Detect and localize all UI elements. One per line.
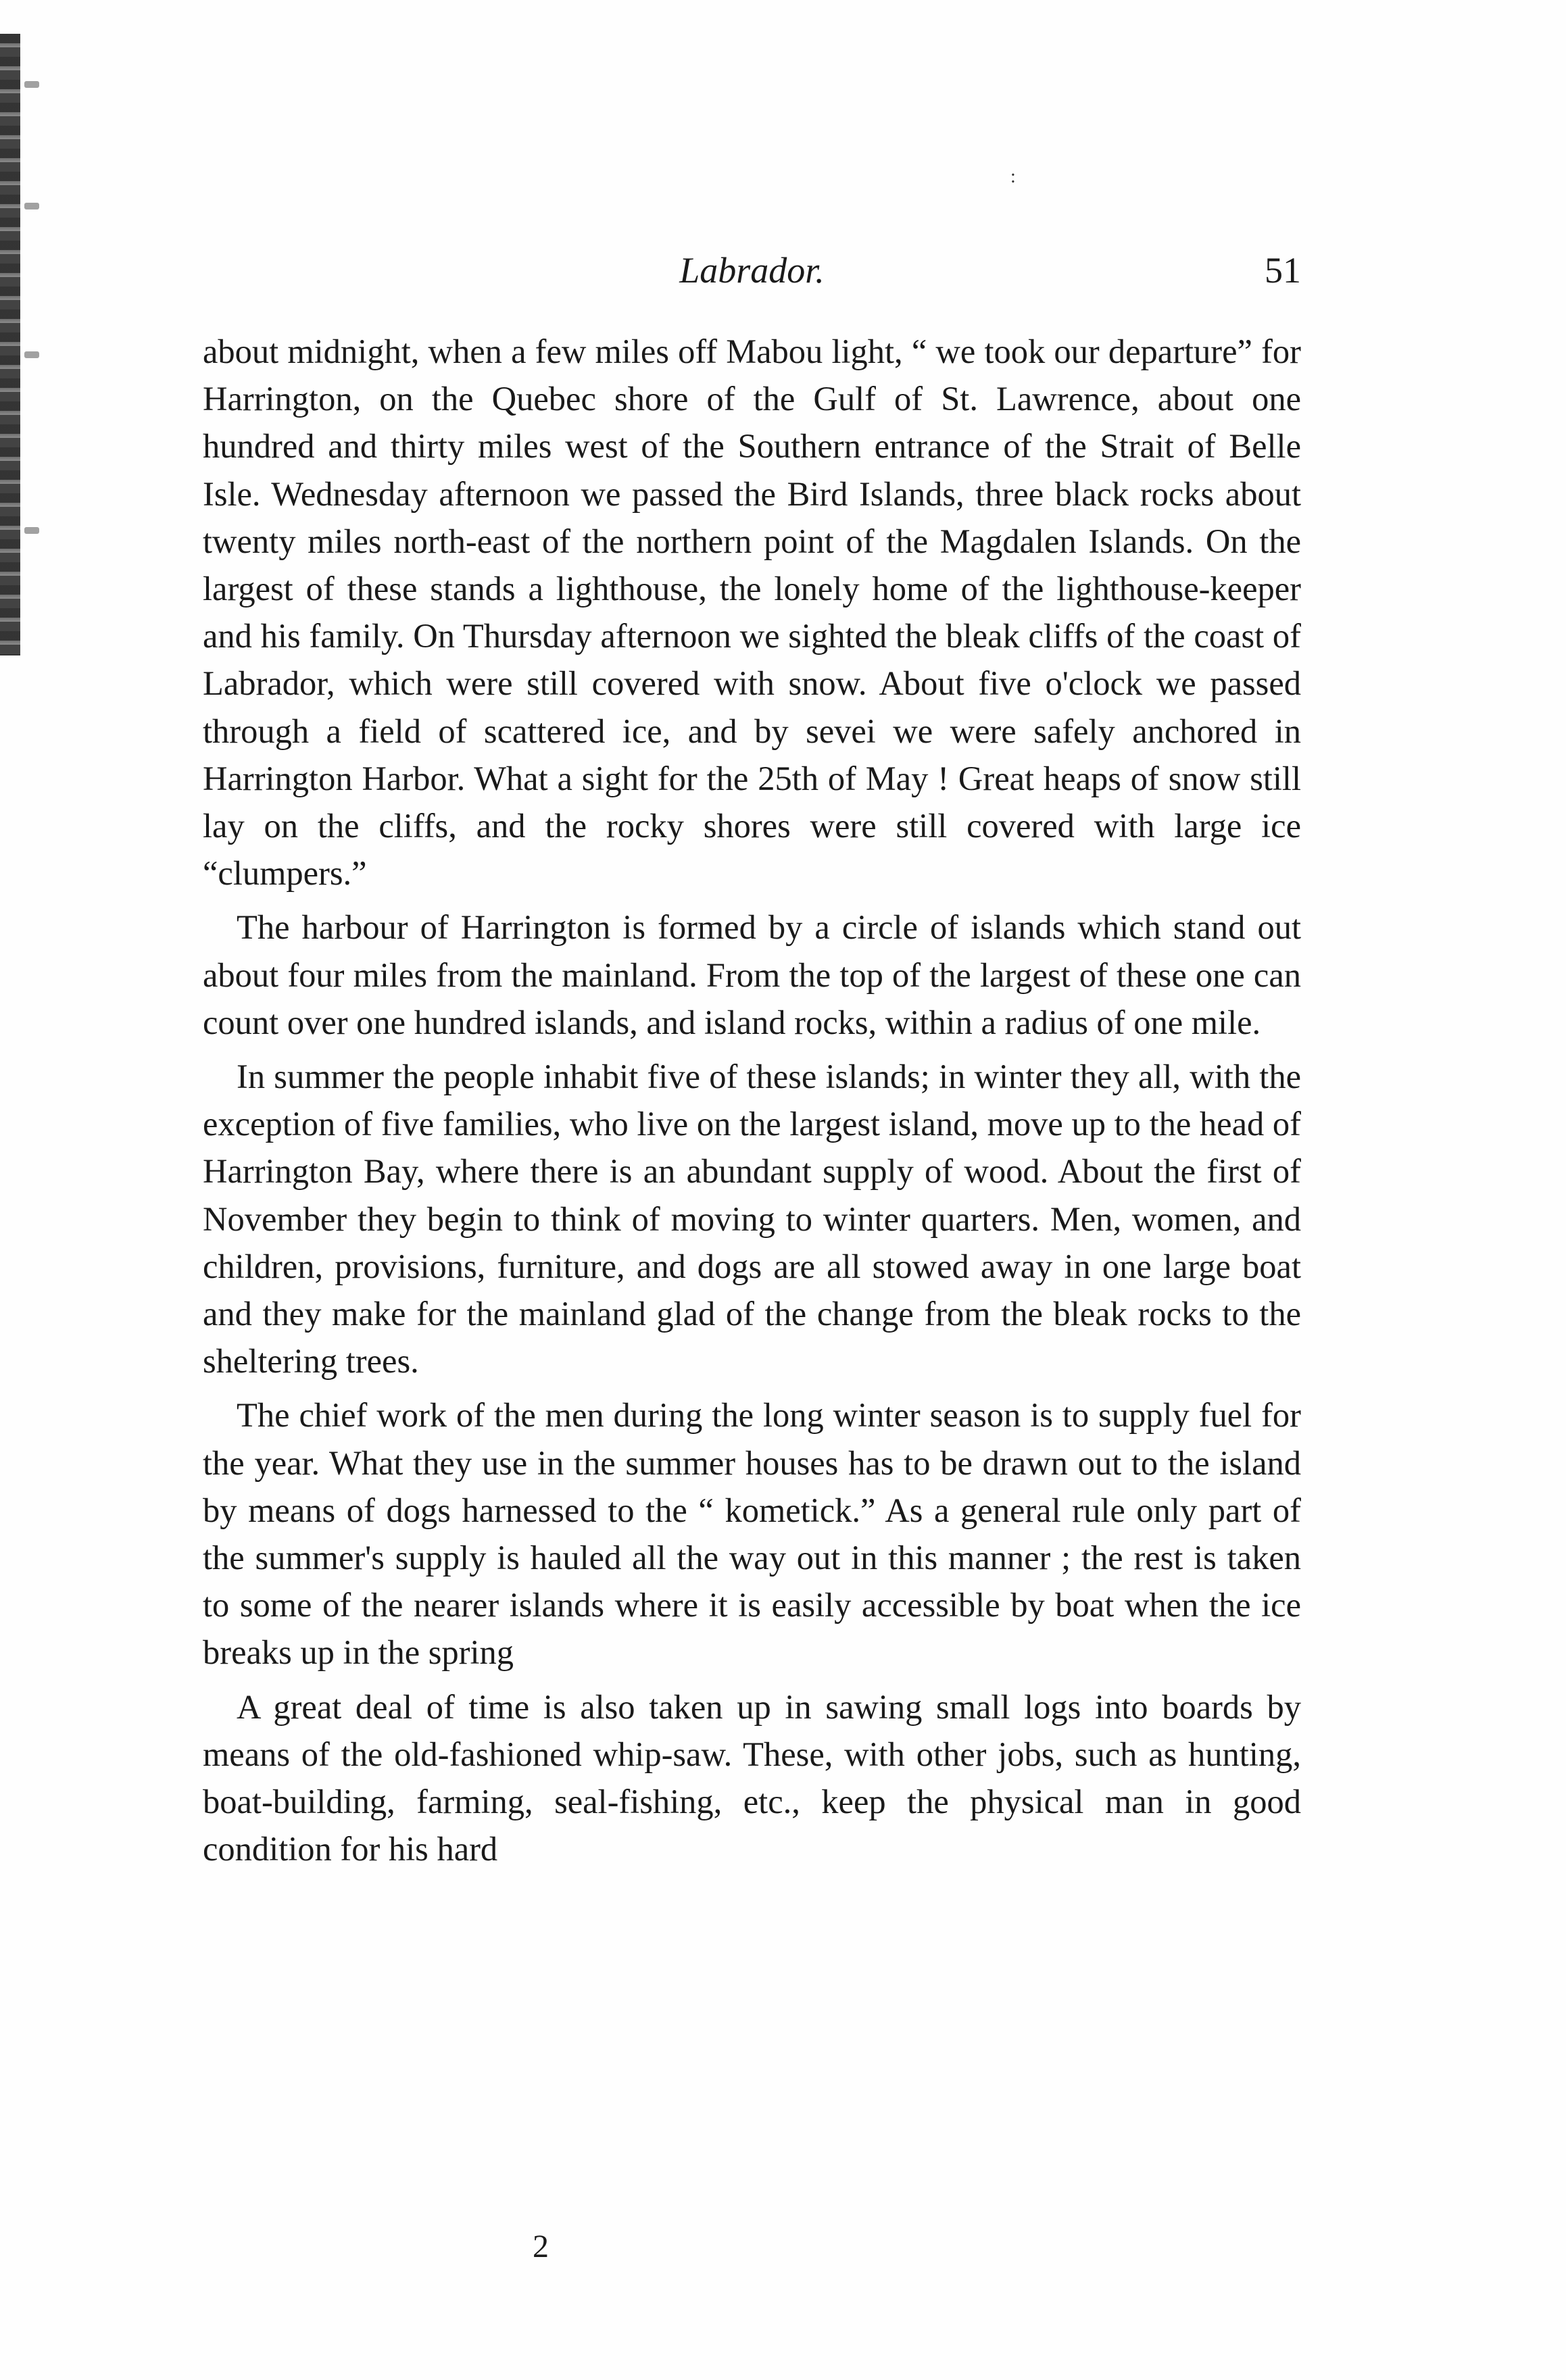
paragraph-whip-saw: A great deal of time is also taken up in sawing small logs into boards by means of the old-fashioned whip-saw. These, with other jobs, such as hunting, boat-building, farming, seal-fishing, etc., keep the physical man in good condition for his hard <box>203 1687 1301 1868</box>
running-title: Labrador. <box>679 250 825 291</box>
binding-edge-shadow <box>0 34 20 655</box>
paragraph-harbour: The harbour of Harrington is formed by a circle of islands which stand out about four miles from the mainland. From the top of the largest of these one can count over one hundred islands, and island rocks, within a radius of one mile. <box>203 908 1301 1041</box>
paragraph-continued: about midnight, when a few miles off Mabou light, “ we took our departure” for Harrington, on the Quebec shore of the Gulf of St. Lawrence, about one hundred and thirty miles west of the Southern entrance of the Strait of Belle Isle. Wednesday afternoon we passed the Bird Islands, three black rocks about twenty miles north-east of the northern point of the Magdalen Islands. On the largest of these stands a lighthouse, the lonely home of the lighthouse-keeper and his family. On Thursday afternoon we sighted the bleak cliffs of the coast of Labrador, which were still covered with snow. About five o'clock we passed through a field of scattered ice, and by sevei we were safely anchored in Harrington Harbor. What a sight for the 25th of May ! Great heaps of snow still lay on the cliffs, and the rocky shores were still covered with large ice “clumpers.” <box>203 332 1301 893</box>
binding-speck <box>24 351 39 358</box>
signature-mark: 2 <box>533 2229 549 2264</box>
running-head <box>203 247 1301 294</box>
paragraph-summer-winter: In summer the people inhabit five of these islands; in winter they all, with the exception of five families, who live on the largest island, move up to the head of Harrington Bay, where there is an abundant supply of wood. About the first of November they begin to think of moving to winter quarters. Men, women, and children, provisions, furniture, and dogs are all stowed away in one large boat and they make for the mainland glad of the change from the bleak rocks to the sheltering trees. <box>203 1058 1301 1381</box>
page-number: 51 <box>1265 250 1301 291</box>
paragraph-chief-work: The chief work of the men during the long winter season is to supply fuel for the year. What they use in the summer houses has to be drawn out to the island by means of dogs harnessed to the “ kometick.” As a general rule only part of the summer's supply is hauled all the way out in this manner ; the rest is taken to some of the nearer islands where it is easily accessible by boat when the ice breaks up in the spring <box>203 1396 1301 1672</box>
body-text <box>203 328 1301 1873</box>
stray-ink-mark: : <box>1010 166 1016 187</box>
binding-speck <box>24 527 39 534</box>
binding-speck <box>24 81 39 88</box>
binding-speck <box>24 203 39 209</box>
